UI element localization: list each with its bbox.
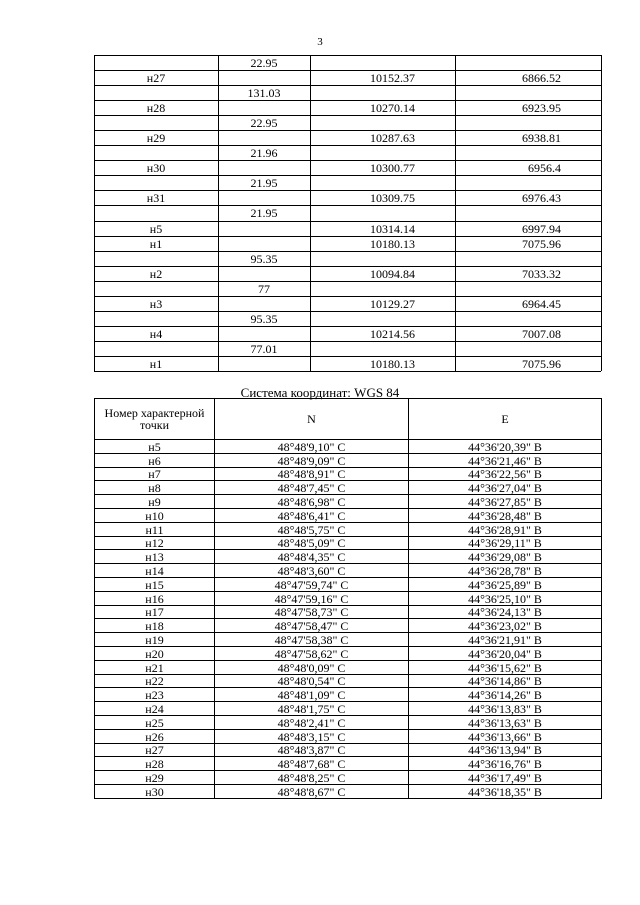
table1-column-rule — [601, 55, 602, 371]
cell-n: 48°47'58,38" С — [215, 633, 409, 647]
header-e: E — [409, 399, 602, 440]
table-row — [95, 453, 602, 467]
cell-n: 48°48'6,41" С — [215, 508, 409, 522]
table1-cell-x: 10180.13 — [370, 236, 415, 251]
table-row — [95, 757, 602, 771]
table-row — [95, 633, 602, 647]
header-n: N — [215, 399, 409, 440]
table1-row-rule — [94, 160, 601, 161]
cell-e: 44°36'27,04" В — [409, 481, 602, 495]
table1-cell-y: 7075.96 — [522, 356, 561, 371]
cell-n: 48°47'59,74" С — [215, 577, 409, 591]
wgs84-table — [94, 398, 602, 799]
cell-point: н29 — [95, 771, 215, 785]
table1-cell-point: н28 — [146, 101, 166, 116]
table1-cell-distance: 22.95 — [250, 56, 278, 70]
table1-row-rule — [94, 145, 601, 146]
cell-point: н20 — [95, 646, 215, 660]
cell-e: 44°36'20,39" В — [409, 440, 602, 454]
cell-n: 48°48'8,67" С — [215, 784, 409, 798]
table1-cell-point: н1 — [149, 356, 163, 371]
cell-point: н12 — [95, 536, 215, 550]
table1-row-rule — [94, 115, 601, 116]
table1-cell-y: 6923.95 — [522, 101, 561, 116]
cell-n: 48°48'4,35" С — [215, 550, 409, 564]
table1-cell-x: 10270.14 — [370, 101, 415, 116]
table1-cell-x: 10214.56 — [370, 326, 415, 341]
cell-n: 48°48'9,09" С — [215, 453, 409, 467]
table1-row-rule — [94, 175, 601, 176]
cell-n: 48°48'6,98" С — [215, 495, 409, 509]
table-row — [95, 660, 602, 674]
cell-point: н9 — [95, 495, 215, 509]
cell-point: н6 — [95, 453, 215, 467]
cell-e: 44°36'13,63" В — [409, 715, 602, 729]
cell-n: 48°48'8,91" С — [215, 467, 409, 481]
table-row — [95, 591, 602, 605]
cell-n: 48°48'7,68" С — [215, 757, 409, 771]
cell-point: н25 — [95, 715, 215, 729]
cell-point: н28 — [95, 757, 215, 771]
cell-e: 44°36'25,89" В — [409, 577, 602, 591]
cell-point: н22 — [95, 674, 215, 688]
cell-e: 44°36'28,48" В — [409, 508, 602, 522]
table1-row-rule — [94, 251, 601, 252]
cell-e: 44°36'29,11" В — [409, 536, 602, 550]
cell-e: 44°36'28,91" В — [409, 522, 602, 536]
cell-e: 44°36'24,13" В — [409, 605, 602, 619]
table1-cell-distance: 22.95 — [250, 116, 278, 131]
cell-point: н24 — [95, 702, 215, 716]
cell-e: 44°36'27,85" В — [409, 495, 602, 509]
cell-e: 44°36'21,46" В — [409, 453, 602, 467]
cell-point: н7 — [95, 467, 215, 481]
cell-point: н23 — [95, 688, 215, 702]
cell-point: н21 — [95, 660, 215, 674]
cell-e: 44°36'14,26" В — [409, 688, 602, 702]
table1-row-rule — [94, 55, 601, 56]
cell-point: н16 — [95, 591, 215, 605]
cell-n: 48°48'5,09" С — [215, 536, 409, 550]
cell-e: 44°36'18,35" В — [409, 784, 602, 798]
table-row — [95, 646, 602, 660]
table1-cell-distance: 95.35 — [250, 251, 278, 266]
cell-n: 48°47'58,62" С — [215, 646, 409, 660]
cell-n: 48°48'2,41" С — [215, 715, 409, 729]
table1-cell-point: н3 — [149, 296, 163, 311]
cell-e: 44°36'21,91" В — [409, 633, 602, 647]
cell-point: н15 — [95, 577, 215, 591]
cell-n: 48°47'59,16" С — [215, 591, 409, 605]
table1-cell-y: 7075.96 — [522, 236, 561, 251]
table-row — [95, 702, 602, 716]
cell-point: н30 — [95, 784, 215, 798]
table-row — [95, 550, 602, 564]
cell-e: 44°36'14,86" В — [409, 674, 602, 688]
table1-cell-y: 6976.43 — [522, 191, 561, 206]
table-row — [95, 495, 602, 509]
page-number: 3 — [317, 36, 323, 48]
table-header-row — [95, 399, 602, 440]
cell-e: 44°36'25,10" В — [409, 591, 602, 605]
cell-n: 48°47'58,47" С — [215, 619, 409, 633]
cell-point: н11 — [95, 522, 215, 536]
table1-row-rule — [94, 371, 601, 372]
cell-point: н13 — [95, 550, 215, 564]
table1-row-rule — [94, 311, 601, 312]
cell-point: н27 — [95, 743, 215, 757]
table-row — [95, 564, 602, 578]
cell-point: н17 — [95, 605, 215, 619]
cell-e: 44°36'13,94" В — [409, 743, 602, 757]
cell-e: 44°36'28,78" В — [409, 564, 602, 578]
table1-cell-distance: 95.35 — [250, 311, 278, 326]
table-row — [95, 674, 602, 688]
table1-cell-x: 10129.27 — [370, 296, 415, 311]
table1-cell-y: 7007.08 — [522, 326, 561, 341]
cell-n: 48°48'1,75" С — [215, 702, 409, 716]
table1-cell-distance: 77.01 — [250, 341, 278, 356]
header-point-number: Номер характерной точки — [95, 399, 215, 440]
table-row — [95, 481, 602, 495]
table-row — [95, 467, 602, 481]
table1-cell-point: н1 — [149, 236, 163, 251]
table-row — [95, 743, 602, 757]
cell-e: 44°36'13,83" В — [409, 702, 602, 716]
cell-n: 48°48'3,60" С — [215, 564, 409, 578]
table1-row-rule — [94, 205, 601, 206]
cell-e: 44°36'16,76" В — [409, 757, 602, 771]
cell-n: 48°48'1,09" С — [215, 688, 409, 702]
table1-cell-x: 10314.14 — [370, 221, 415, 236]
cell-e: 44°36'15,62" В — [409, 660, 602, 674]
table1-row-rule — [94, 85, 601, 86]
table-row — [95, 715, 602, 729]
cell-n: 48°48'5,75" С — [215, 522, 409, 536]
table1-cell-y: 6938.81 — [522, 131, 561, 146]
table1-cell-x: 10300.77 — [370, 161, 415, 176]
table1-cell-distance: 131.03 — [247, 86, 281, 101]
table1-cell-x: 10180.13 — [370, 356, 415, 371]
cell-n: 48°48'3,15" С — [215, 729, 409, 743]
table1-cell-distance: 21.96 — [250, 146, 278, 161]
cell-point: н10 — [95, 508, 215, 522]
table-row — [95, 536, 602, 550]
cell-e: 44°36'13,66" В — [409, 729, 602, 743]
cell-n: 48°48'7,45" С — [215, 481, 409, 495]
cell-point: н14 — [95, 564, 215, 578]
table-row — [95, 508, 602, 522]
table1-row-rule — [94, 281, 601, 282]
table1-row-rule — [94, 341, 601, 342]
cell-e: 44°36'29,08" В — [409, 550, 602, 564]
cell-e: 44°36'20,04" В — [409, 646, 602, 660]
cell-e: 44°36'22,56" В — [409, 467, 602, 481]
cell-n: 48°48'8,25" С — [215, 771, 409, 785]
table1-cell-distance: 21.95 — [250, 176, 278, 191]
cell-n: 48°48'3,87" С — [215, 743, 409, 757]
cell-n: 48°48'9,10" С — [215, 440, 409, 454]
table-row — [95, 771, 602, 785]
table1-cell-y: 6997.94 — [522, 221, 561, 236]
cell-point: н5 — [95, 440, 215, 454]
coordinates-distance-table — [94, 55, 601, 371]
table1-cell-y: 6956.4 — [528, 161, 561, 176]
cell-n: 48°48'0,09" С — [215, 660, 409, 674]
cell-point: н8 — [95, 481, 215, 495]
table1-cell-y: 7033.32 — [522, 266, 561, 281]
table-row — [95, 440, 602, 454]
table-row — [95, 577, 602, 591]
table-row — [95, 784, 602, 798]
table-row — [95, 619, 602, 633]
table1-cell-point: н29 — [146, 131, 166, 146]
cell-point: н19 — [95, 633, 215, 647]
table1-cell-x: 10152.37 — [370, 71, 415, 86]
table-row — [95, 729, 602, 743]
cell-e: 44°36'23,02" В — [409, 619, 602, 633]
table1-cell-y: 6964.45 — [522, 296, 561, 311]
cell-n: 48°47'58,73" С — [215, 605, 409, 619]
cell-point: н18 — [95, 619, 215, 633]
coordinate-system-caption: Система координат: WGS 84 — [240, 385, 400, 400]
table1-cell-point: н2 — [149, 266, 163, 281]
table1-cell-point: н5 — [149, 221, 163, 236]
table1-cell-y: 6866.52 — [522, 71, 561, 86]
table-row — [95, 688, 602, 702]
table1-cell-point: н30 — [146, 161, 166, 176]
table-row — [95, 522, 602, 536]
table1-cell-distance: 77 — [258, 281, 270, 296]
table1-cell-x: 10287.63 — [370, 131, 415, 146]
table1-cell-point: н4 — [149, 326, 163, 341]
cell-n: 48°48'0,54" С — [215, 674, 409, 688]
cell-e: 44°36'17,49" В — [409, 771, 602, 785]
table-row — [95, 605, 602, 619]
table1-cell-x: 10309.75 — [370, 191, 415, 206]
cell-point: н26 — [95, 729, 215, 743]
table1-cell-x: 10094.84 — [370, 266, 415, 281]
table1-cell-distance: 21.95 — [250, 206, 278, 221]
table1-cell-point: н27 — [146, 71, 166, 86]
table1-cell-point: н31 — [146, 191, 166, 206]
